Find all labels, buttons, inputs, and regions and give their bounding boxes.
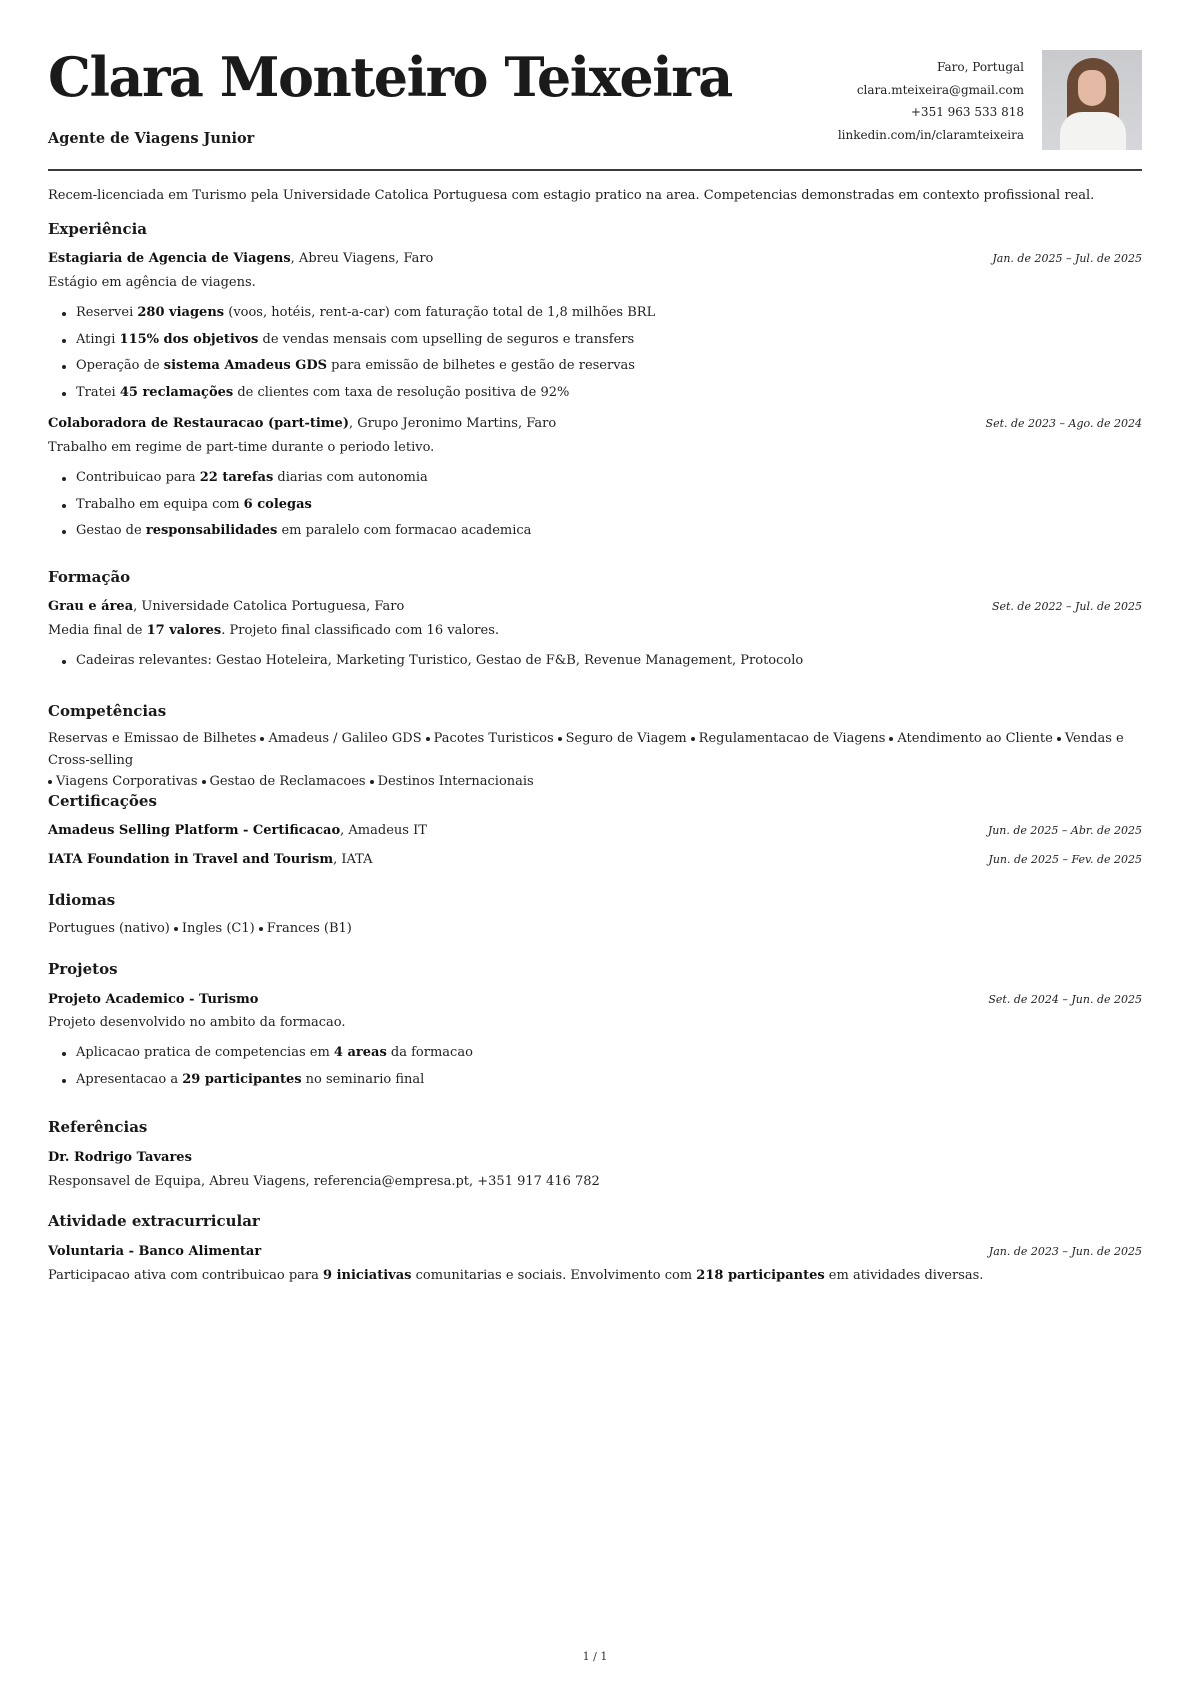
skill-item: Viagens Corporativas [56, 774, 198, 789]
language-item: Portugues (nativo) [48, 921, 170, 936]
education-bullet: Cadeiras relevantes: Gestao Hoteleira, Marketing Turistico, Gestao de F&B, Revenue Management, Protocolo [76, 652, 803, 679]
section-title-experience: Experiência [48, 220, 148, 238]
skill-item: Pacotes Turisticos [433, 731, 554, 746]
job-1-description: Estágio em agência de viagens. [48, 275, 256, 290]
skill-item: Destinos Internacionais [377, 774, 534, 789]
separator-dot [259, 927, 263, 931]
education-heading [48, 599, 404, 614]
education-dates: Set. de 2022 – Jul. de 2025 [991, 600, 1142, 613]
project-dates: Set. de 2024 – Jun. de 2025 [988, 993, 1142, 1006]
extracurricular-dates: Jan. de 2023 – Jun. de 2025 [988, 1245, 1142, 1258]
skill-item: Seguro de Viagem [565, 731, 687, 746]
skill-item: Amadeus / Galileo GDS [268, 731, 422, 746]
separator-dot [202, 780, 206, 784]
job-1-heading [48, 251, 433, 266]
separator-dot [174, 927, 178, 931]
job-1-dates: Jan. de 2025 – Jul. de 2025 [992, 252, 1142, 265]
language-item: Frances (B1) [266, 921, 352, 936]
section-title-education: Formação [48, 568, 131, 586]
education-bullets [76, 652, 803, 679]
skill-item: Regulamentacao de Viagens [698, 731, 886, 746]
reference-details: Responsavel de Equipa, Abreu Viagens, referencia@empresa.pt, +351 917 416 782 [48, 1174, 600, 1189]
job-1-bullet: Reservei 280 viagens (voos, hotéis, rent-a-car) com faturação total de 1,8 milhões BRL [76, 304, 655, 331]
job-1-bullet: Operação de sistema Amadeus GDS para emissão de bilhetes e gestão de reservas [76, 357, 655, 384]
project-description: Projeto desenvolvido no ambito da formacao. [48, 1015, 346, 1030]
separator-dot [260, 737, 264, 741]
separator-dot [691, 737, 695, 741]
certification-item: IATA Foundation in Travel and Tourism, IATA [48, 852, 373, 867]
contact-block [838, 56, 1024, 146]
job-2-heading [48, 416, 556, 431]
section-title-projects: Projetos [48, 960, 118, 978]
skill-item: Reservas e Emissao de Bilhetes [48, 731, 257, 746]
job-2-bullet: Gestao de responsabilidades em paralelo com formacao academica [76, 522, 531, 549]
candidate-role: Agente de Viagens Junior [48, 130, 255, 147]
language-item: Ingles (C1) [181, 921, 255, 936]
job-2-dates: Set. de 2023 – Ago. de 2024 [985, 417, 1142, 430]
certification-dates: Jun. de 2025 – Abr. de 2025 [987, 824, 1142, 837]
education-grade: Media final de 17 valores. Projeto final classificado com 16 valores. [48, 623, 500, 638]
profile-photo [1042, 50, 1142, 150]
separator-dot [889, 737, 893, 741]
section-title-certifications: Certificações [48, 792, 157, 810]
education-school: , Universidade Catolica Portuguesa, Faro [133, 599, 405, 614]
resume-page [48, 0, 1142, 1283]
resume-header [48, 0, 1142, 170]
separator-dot [558, 737, 562, 741]
summary-text: Recem-licenciada em Turismo pela Universidade Catolica Portuguesa com estagio pratico na area. Competencias demonstradas em contexto profissional real. [48, 188, 1095, 203]
project-bullet: Apresentacao a 29 participantes no seminario final [76, 1071, 473, 1098]
extracurricular-name: Voluntaria - Banco Alimentar [48, 1244, 262, 1259]
separator-dot [370, 780, 374, 784]
project-bullets [76, 1044, 473, 1097]
job-2-description: Trabalho em regime de part-time durante o periodo letivo. [48, 440, 435, 455]
job-1-bullets [76, 304, 655, 410]
certification-item: Amadeus Selling Platform - Certificacao, Amadeus IT [48, 823, 427, 838]
languages-list [48, 921, 352, 936]
separator-dot [426, 737, 430, 741]
section-title-skills: Competências [48, 702, 167, 720]
reference-name: Dr. Rodrigo Tavares [48, 1150, 192, 1165]
skill-item: Atendimento ao Cliente [897, 731, 1053, 746]
page-number: 1 / 1 [582, 1650, 608, 1663]
contact-phone: +351 963 533 818 [910, 105, 1024, 119]
project-bullet: Aplicacao pratica de competencias em 4 areas da formacao [76, 1044, 473, 1071]
job-1-role: Estagiaria de Agencia de Viagens [48, 251, 291, 266]
job-2-bullet: Trabalho em equipa com 6 colegas [76, 496, 531, 523]
section-title-extracurricular: Atividade extracurricular [48, 1212, 260, 1230]
job-1-org: , Abreu Viagens, Faro [290, 251, 434, 266]
section-title-references: Referências [48, 1118, 148, 1136]
skill-item: Gestao de Reclamacoes [209, 774, 366, 789]
job-1-bullet: Tratei 45 reclamações de clientes com taxa de resolução positiva de 92% [76, 384, 655, 411]
project-name: Projeto Academico - Turismo [48, 992, 259, 1007]
job-1-bullet: Atingi 115% dos objetivos de vendas mensais com upselling de seguros e transfers [76, 331, 655, 358]
job-2-bullets [76, 469, 531, 549]
certification-dates: Jun. de 2025 – Fev. de 2025 [988, 853, 1142, 866]
skill-item: Vendas e Cross-selling [48, 731, 1124, 768]
photo-face [1078, 70, 1106, 106]
extracurricular-description: Participacao ativa com contribuicao para 9 iniciativas comunitarias e sociais. Envolvimento com 218 participantes em atividades diversas. [48, 1268, 984, 1283]
contact-linkedin[interactable]: linkedin.com/in/claramteixeira [837, 127, 1024, 142]
contact-location: Faro, Portugal [936, 60, 1024, 74]
contact-email[interactable]: clara.mteixeira@gmail.com [856, 82, 1024, 97]
job-2-org: , Grupo Jeronimo Martins, Faro [348, 416, 557, 431]
candidate-name: Clara Monteiro Teixeira [48, 45, 732, 109]
skills-list [48, 728, 1142, 793]
photo-shirt [1060, 112, 1126, 150]
job-2-bullet: Contribuicao para 22 tarefas diarias com autonomia [76, 469, 531, 496]
job-2-role: Colaboradora de Restauracao (part-time) [48, 416, 349, 431]
education-degree: Grau e área [48, 599, 134, 614]
separator-dot [48, 780, 52, 784]
section-title-languages: Idiomas [48, 891, 116, 909]
separator-dot [1057, 737, 1061, 741]
header-divider [48, 169, 1142, 171]
